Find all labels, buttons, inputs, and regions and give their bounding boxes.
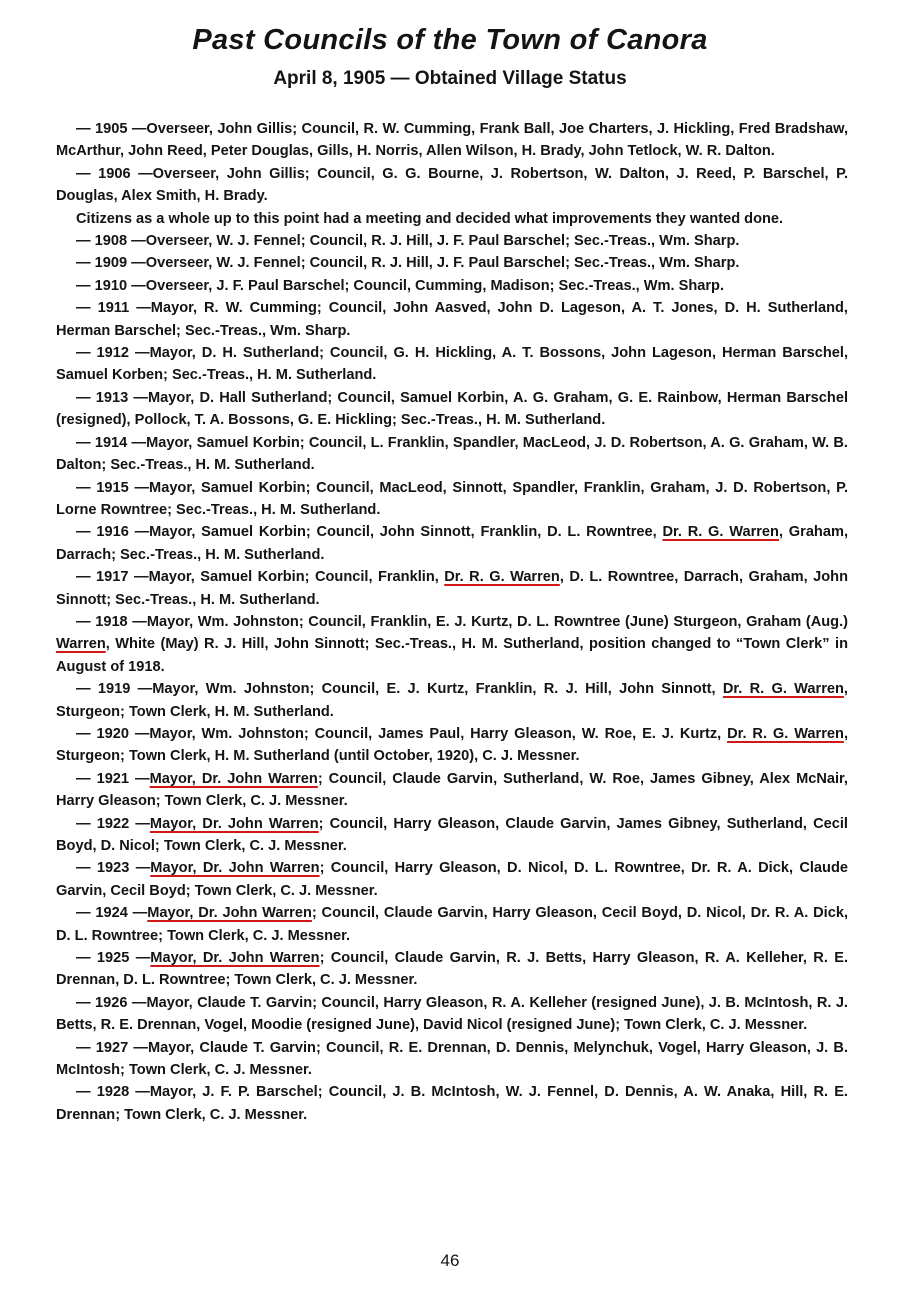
entry-text: — 1916 —Mayor, Samuel Korbin; Council, John Sinnott, Franklin, D. L. Rowntree, <box>76 524 663 541</box>
entry-text: — 1925 — <box>76 950 151 967</box>
entry-text: , D. L. Rowntree, Darrach, Graham, John Sinnott; Sec.-Treas., H. M. Sutherland. <box>56 569 849 608</box>
entry-text: , Sturgeon; Town Clerk, H. M. Sutherland. <box>56 681 848 720</box>
entry-text: — 1910 —Overseer, J. F. Paul Barschel; Council, Cumming, Madison; Sec.-Treas., Wm. Sharp. <box>76 277 725 294</box>
council-entry <box>56 813 848 858</box>
entry-text: , Graham, Darrach; Sec.-Treas., H. M. Sutherland. <box>56 524 848 563</box>
page-subtitle: April 8, 1905 — Obtained Village Status <box>273 68 627 89</box>
entry-text: — 1920 —Mayor, Wm. Johnston; Council, James Paul, Harry Gleason, W. Roe, E. J. Kurtz, <box>76 725 728 742</box>
entry-text: — 1911 —Mayor, R. W. Cumming; Council, John Aasved, John D. Lageson, A. T. Jones, D. H. Sutherland, Herman Barschel; Sec.-Treas., Wm. Sharp. <box>56 300 848 339</box>
council-entry <box>56 275 848 297</box>
entry-text: — 1921 — <box>76 770 150 787</box>
entry-text: — 1912 —Mayor, D. H. Sutherland; Council, G. H. Hickling, A. T. Bossons, John Lageson, Herman Barschel, Samuel Korben; Sec.-Treas., H. M. Sutherland. <box>56 345 848 384</box>
council-entry <box>56 208 848 230</box>
council-entry <box>56 902 848 947</box>
council-entry <box>56 768 848 813</box>
council-entry <box>56 432 848 477</box>
underlined-name: Dr. R. G. Warren <box>444 569 560 586</box>
underlined-name: Mayor, Dr. John Warren <box>150 860 320 877</box>
council-entry <box>56 947 848 992</box>
underlined-name: Dr. R. G. Warren <box>722 681 844 698</box>
entry-text: Citizens as a whole up to this point had a meeting and decided what improvements they wanted done. <box>76 210 784 227</box>
council-entry <box>56 611 848 678</box>
council-entry <box>56 992 848 1037</box>
entry-text: , White (May) R. J. Hill, John Sinnott; Sec.-Treas., H. M. Sutherland, position changed to “Town Clerk” in August of 1918. <box>56 636 848 675</box>
council-entry <box>56 477 848 522</box>
underlined-name: Warren <box>56 636 106 653</box>
entry-text: ; Council, Harry Gleason, Claude Garvin, James Gibney, Sutherland, Cecil Boyd, D. Nicol; Town Clerk, C. J. Messner. <box>56 815 848 854</box>
underlined-name: Mayor, Dr. John Warren <box>150 950 320 967</box>
entry-text: — 1923 — <box>76 860 151 877</box>
underlined-name: Mayor, Dr. John Warren <box>149 770 318 787</box>
entry-text: — 1906 —Overseer, John Gillis; Council, G. G. Bourne, J. Robertson, W. Dalton, J. Reed, P. Barschel, P. Douglas, Alex Smith, H. Brady. <box>56 165 848 205</box>
entry-text: ; Council, Claude Garvin, Harry Gleason, Cecil Boyd, D. Nicol, Dr. R. A. Dick, D. L. Rowntree; Town Clerk, C. J. Messner. <box>56 905 849 944</box>
entry-text: ; Council, Claude Garvin, Sutherland, W. Roe, James Gibney, Alex McNair, Harry Gleason; Town Clerk, C. J. Messner. <box>56 770 848 810</box>
page-title: Past Councils of the Town of Canora <box>192 24 708 56</box>
council-entry <box>56 1037 848 1082</box>
underlined-name: Mayor, Dr. John Warren <box>149 815 319 832</box>
underlined-name: Dr. R. G. Warren <box>727 725 844 742</box>
entry-text: — 1928 —Mayor, J. F. P. Barschel; Council, J. B. McIntosh, W. J. Fennel, D. Dennis, A. W. Anaka, Hill, R. E. Drennan; Town Clerk, C. J. Messner. <box>56 1084 848 1123</box>
council-entry <box>56 230 848 252</box>
council-entry <box>56 678 848 723</box>
council-entry <box>56 387 848 432</box>
entry-text: — 1924 — <box>76 905 148 922</box>
council-entry <box>56 566 848 611</box>
council-entry <box>56 342 848 387</box>
entry-text: — 1919 —Mayor, Wm. Johnston; Council, E. J. Kurtz, Franklin, R. J. Hill, John Sinnott, <box>76 681 723 698</box>
entry-text: , Sturgeon; Town Clerk, H. M. Sutherland (until October, 1920), C. J. Messner. <box>56 725 848 765</box>
entry-text: — 1918 —Mayor, Wm. Johnston; Council, Franklin, E. J. Kurtz, D. L. Rowntree (June) Sturgeon, Graham (Aug.) <box>76 613 848 630</box>
entry-text: — 1909 —Overseer, W. J. Fennel; Council, R. J. Hill, J. F. Paul Barschel; Sec.-Treas., Wm. Sharp. <box>76 255 740 272</box>
entry-text: ; Council, Claude Garvin, R. J. Betts, Harry Gleason, R. A. Kelleher, R. E. Drennan, D. L. Rowntree; Town Clerk, C. J. Messner. <box>56 950 849 989</box>
entry-text: — 1915 —Mayor, Samuel Korbin; Council, MacLeod, Sinnott, Spandler, Franklin, Graham, J. D. Robertson, P. Lorne Rowntree; Sec.-Treas., H. M. Sutherland. <box>56 479 848 518</box>
entry-text: — 1922 — <box>76 815 150 832</box>
underlined-name: Mayor, Dr. John Warren <box>147 905 312 922</box>
council-entry <box>56 163 848 208</box>
council-entry <box>56 297 848 342</box>
entry-text: ; Council, Harry Gleason, D. Nicol, D. L. Rowntree, Dr. R. A. Dick, Claude Garvin, Cecil Boyd; Town Clerk, C. J. Messner. <box>56 860 848 899</box>
council-entry <box>56 252 848 274</box>
underlined-name: Dr. R. G. Warren <box>662 524 779 541</box>
entry-text: — 1927 —Mayor, Claude T. Garvin; Council, R. E. Drennan, D. Dennis, Melynchuk, Vogel, Harry Gleason, J. B. McIntosh; Town Clerk, C. J. Messner. <box>56 1039 848 1079</box>
entry-text: — 1913 —Mayor, D. Hall Sutherland; Council, Samuel Korbin, A. G. Graham, G. E. Rainbow, Herman Barschel (resigned), Pollock, T. A. Bossons, G. E. Hickling; Sec.-Treas., H. M. Sutherland. <box>56 389 848 429</box>
entry-text: — 1914 —Mayor, Samuel Korbin; Council, L. Franklin, Spandler, MacLeod, J. D. Robertson, A. G. Graham, W. B. Dalton; Sec.-Treas., H. M. Sutherland. <box>56 434 848 474</box>
entry-text: — 1908 —Overseer, W. J. Fennel; Council, R. J. Hill, J. F. Paul Barschel; Sec.-Treas., Wm. Sharp. <box>76 233 740 250</box>
council-entry <box>56 723 848 768</box>
council-entry <box>56 521 848 566</box>
council-entry <box>56 857 848 902</box>
page-number: 46 <box>440 1251 460 1270</box>
council-entries <box>56 118 848 1126</box>
entry-text: — 1917 —Mayor, Samuel Korbin; Council, Franklin, <box>76 569 445 586</box>
entry-text: — 1905 —Overseer, John Gillis; Council, R. W. Cumming, Frank Ball, Joe Charters, J. Hickling, Fred Bradshaw, McArthur, John Reed, Peter Douglas, Gills, H. Norris, Allen Wilson, H. Brady, John Tetlock, W. R. Dalton. <box>56 121 848 160</box>
council-entry <box>56 118 848 163</box>
entry-text: — 1926 —Mayor, Claude T. Garvin; Council, Harry Gleason, R. A. Kelleher (resigned June), J. B. McIntosh, R. J. Betts, R. E. Drennan, Vogel, Moodie (resigned June), David Nicol (resigned June); Town Clerk, C. J. Messner. <box>56 994 848 1034</box>
council-entry <box>56 1081 848 1126</box>
